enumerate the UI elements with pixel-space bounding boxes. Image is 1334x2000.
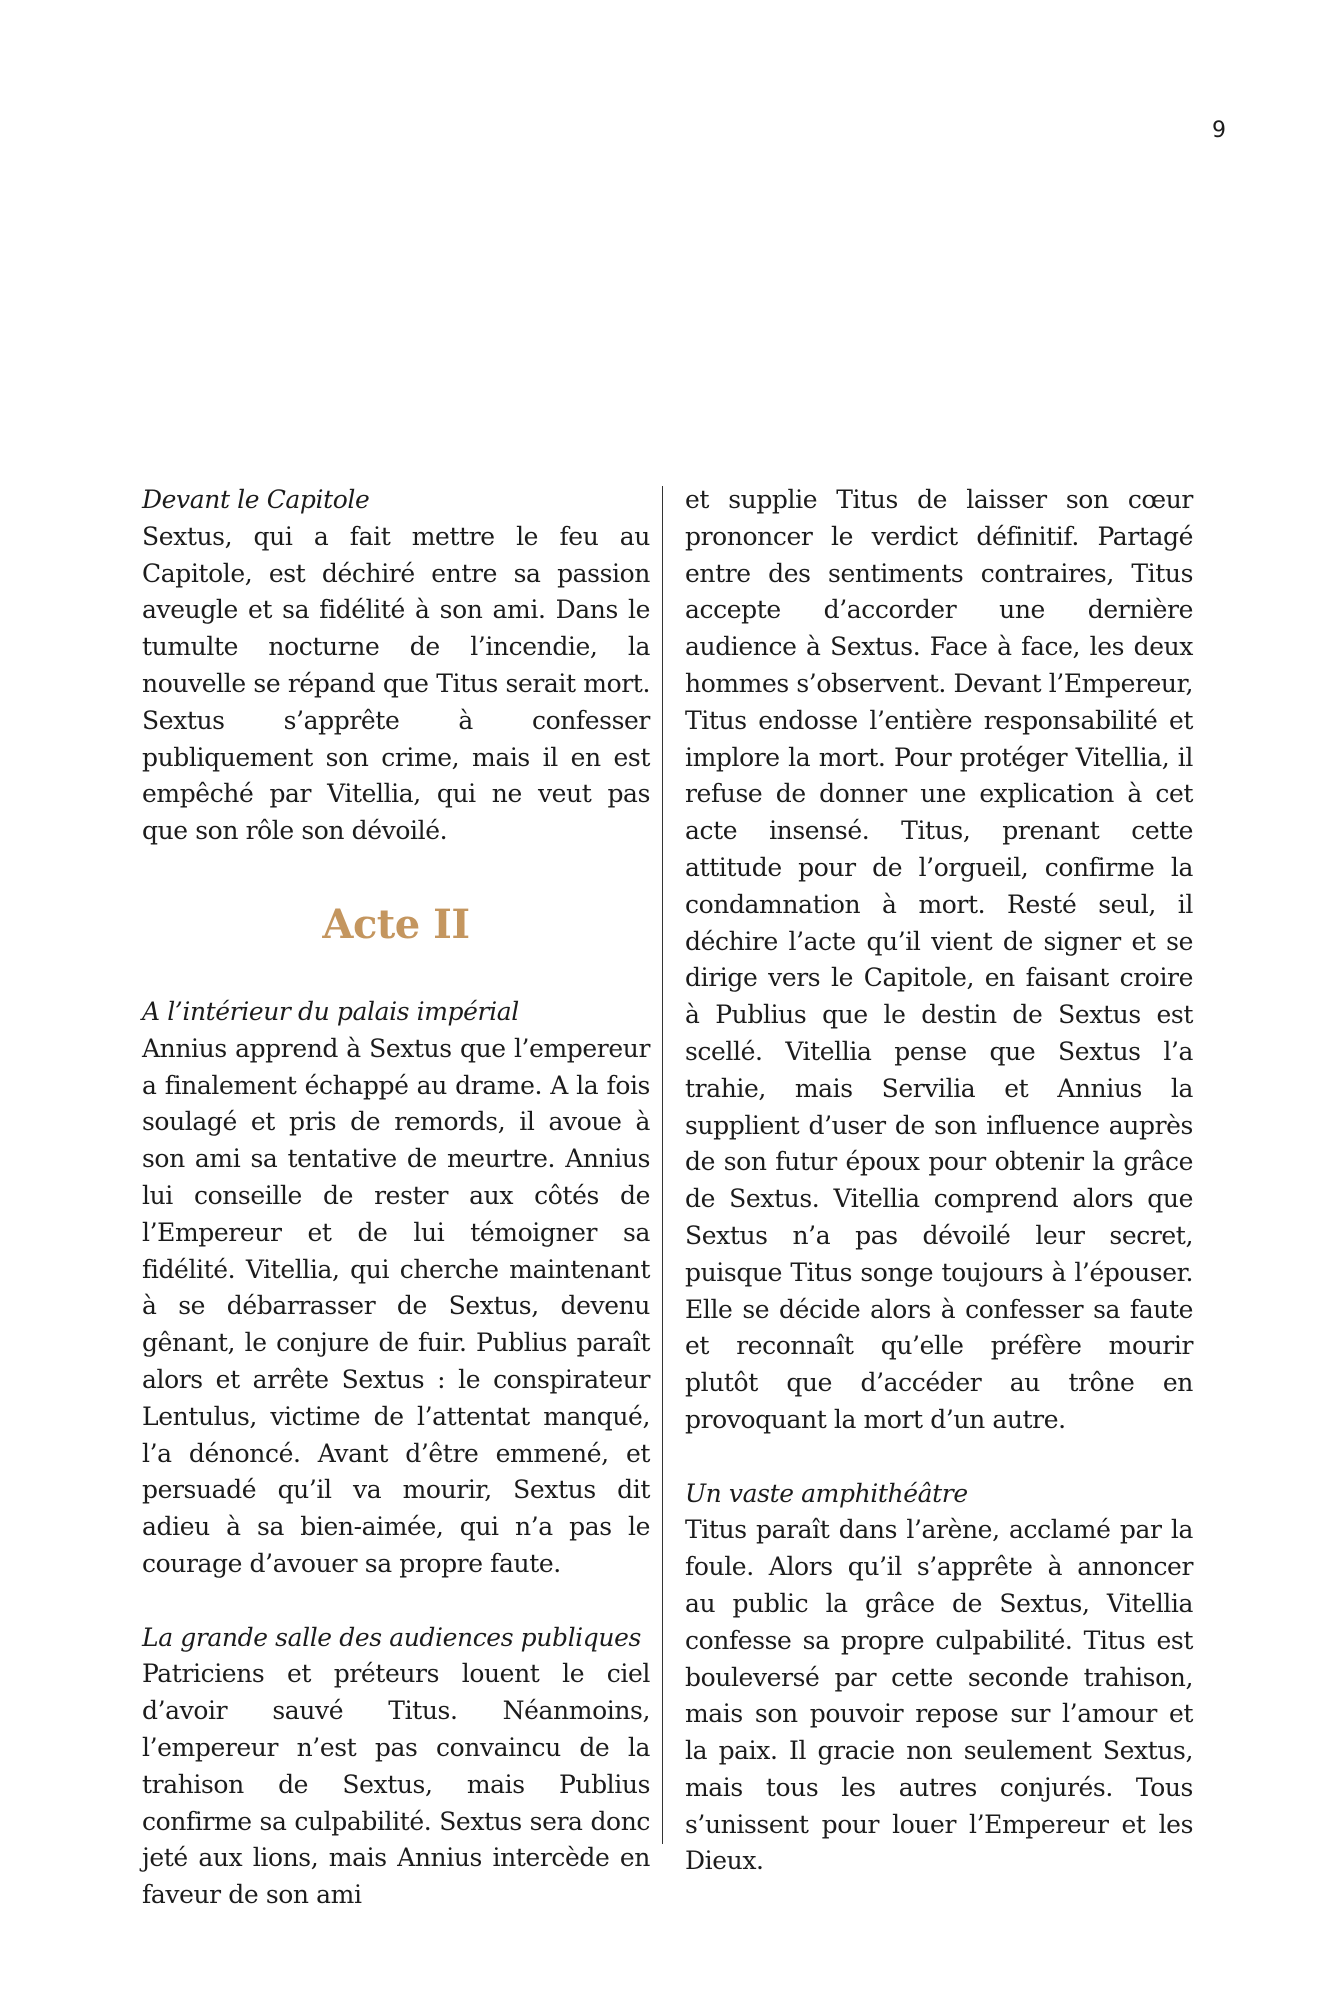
section-devant-le-capitole	[142, 482, 650, 850]
act-title: Acte II	[322, 900, 470, 948]
section-body: Patriciens et préteurs louent le ciel d’avoir sauvé Titus. Néanmoins, l’empereur n’est pas convaincu de la trahison de Sextus, mais Publius confirme sa culpabilité. Sextus sera donc jeté aux lions, mais Annius intercède en faveur de son ami	[142, 1659, 650, 1910]
section-body: et supplie Titus de laisser son cœur prononcer le verdict définitif. Partagé entre des sentiments contraires, Titus accepte d’accorder une dernière audience à Sextus. Face à face, les deux hommes s’observent. Devant l’Empereur, Titus endosse l’entière responsabilité et implore la mort. Pour protéger Vitellia, il refuse de donner une explication à cet acte insensé. Titus, prenant cette attitude pour de l’orgueil, confirme la condamnation à mort. Resté seul, il déchire l’acte qu’il vient de signer et se dirige vers le Capitole, en faisant croire à Publius que le destin de Sextus est scellé. Vitellia pense que Sextus l’a trahie, mais Servilia et Annius la supplient d’user de son influence auprès de son futur époux pour obtenir la grâce de Sextus. Vitellia comprend alors que Sextus n’a pas dévoilé leur secret, puisque Titus songe toujours à l’épouser. Elle se décide alors à confesser sa faute et reconnaît qu’elle préfère mourir plutôt que d’accéder au trône en provoquant la mort d’un autre.	[685, 485, 1193, 1434]
section-heading: La grande salle des audiences publiques	[142, 1622, 641, 1652]
section-body: Annius apprend à Sextus que l’empereur a finalement échappé au drame. A la fois soulagé et pris de remords, il avoue à son ami sa tentative de meurtre. Annius lui conseille de rester aux côtés de l’Empereur et de lui témoigner sa fidélité. Vitellia, qui cherche maintenant à se débarrasser de Sextus, devenu gênant, le conjure de fuir. Publius paraît alors et arrête Sextus : le conspirateur Lentulus, victime de l’attentat manqué, l’a dénoncé. Avant d’être emmené, et persuadé qu’il va mourir, Sextus dit adieu à sa bien-aimée, qui n’a pas le courage d’avouer sa propre faute.	[142, 1033, 650, 1578]
section-amphitheatre	[685, 1476, 1193, 1881]
left-column	[142, 482, 650, 1914]
section-heading: Un vaste amphithéâtre	[685, 1478, 968, 1508]
paragraph-spacer	[142, 1583, 650, 1620]
section-body: Titus paraît dans l’arène, acclamé par la foule. Alors qu’il s’apprête à annoncer au public la grâce de Sextus, Vitellia confesse sa propre culpabilité. Titus est bouleversé par cette seconde trahison, mais son pouvoir repose sur l’amour et la paix. Il gracie non seulement Sextus, mais tous les autres conjurés. Tous s’unissent pour louer l’Empereur et les Dieux.	[685, 1515, 1193, 1876]
paragraph-spacer	[685, 1439, 1193, 1476]
section-body: Sextus, qui a fait mettre le feu au Capitole, est déchiré entre sa passion aveugle et sa fidélité à son ami. Dans le tumulte nocturne de l’incendie, la nouvelle se répand que Titus serait mort. Sextus s’apprête à confesser publiquement son crime, mais il en est empêché par Vitellia, qui ne veut pas que son rôle son dévoilé.	[142, 521, 650, 846]
section-heading: Devant le Capitole	[142, 485, 370, 514]
column-divider	[662, 486, 663, 1844]
right-column	[685, 482, 1193, 1880]
page-number: 9	[1212, 118, 1226, 143]
section-audiences-publiques	[142, 1620, 650, 1914]
section-continuation	[685, 482, 1193, 1439]
section-palais-imperial	[142, 994, 650, 1583]
section-heading: A l’intérieur du palais impérial	[142, 996, 519, 1026]
